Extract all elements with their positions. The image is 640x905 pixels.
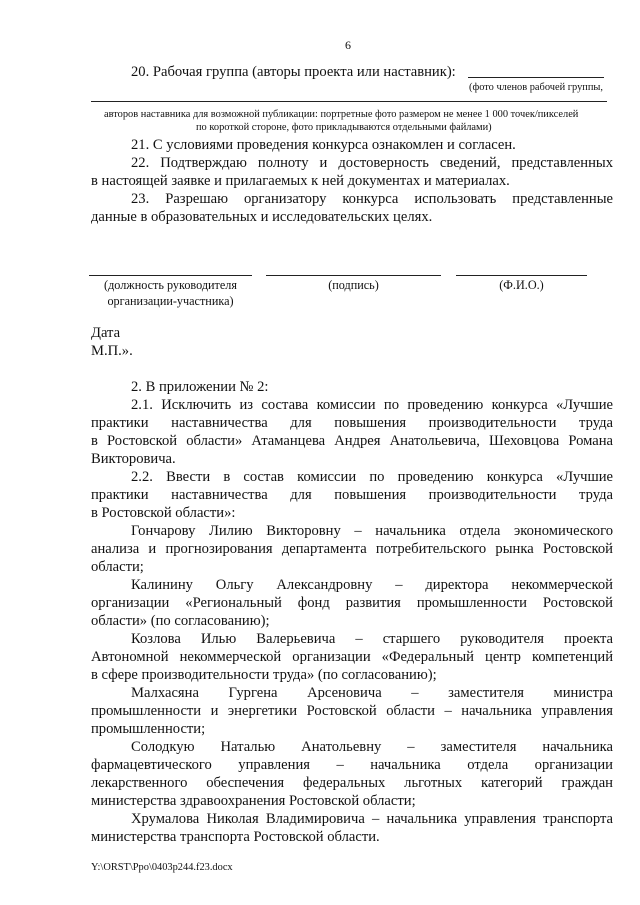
fio-caption: (Ф.И.О.) — [499, 278, 544, 292]
sign-caption: (подпись) — [328, 278, 379, 292]
member-4-line-2: промышленности и энергетики Ростовской области – начальника управления — [91, 703, 613, 719]
item-23-line-1: 23. Разрешаю организатору конкурса использовать представленные — [131, 191, 613, 207]
appendix-heading: 2. В приложении № 2: — [131, 379, 269, 395]
p21-line-1: 2.1. Исключить из состава комиссии по проведению конкурса «Лучшие — [131, 397, 613, 413]
item-20-note-2: авторов наставника для возможной публикации: портретные фото размером не менее 1 000 точек/пикселей — [104, 109, 579, 120]
member-6-line-1: Хрумалова Николая Владимировича – начальника управления транспорта — [131, 811, 613, 827]
item-20-label: 20. Рабочая группа (авторы проекта или наставник): — [131, 64, 456, 80]
member-2-line-2: организации «Региональный фонд развития промышленности Ростовской — [91, 595, 613, 611]
member-2-line-1: Калинину Ольгу Александровну – директора некоммерческой — [131, 577, 613, 593]
member-3-line-1: Козлова Илью Валерьевича – старшего руководителя проекта — [131, 631, 613, 647]
item-20-fill-line-2 — [91, 101, 607, 102]
p22-line-1: 2.2. Ввести в состав комиссии по проведению конкурса «Лучшие — [131, 469, 613, 485]
member-6-line-2: министерства транспорта Ростовской области. — [91, 829, 380, 845]
page-number: 6 — [345, 38, 351, 52]
file-path-footer: Y:\ORST\Ppo\0403p244.f23.docx — [91, 862, 233, 873]
item-20-note-1: (фото членов рабочей группы, — [469, 82, 603, 93]
member-5-line-3: лекарственного обеспечения федеральных льготных категорий граждан — [91, 775, 613, 791]
member-1-line-1: Гончарову Лилию Викторовну – начальника отдела экономического — [131, 523, 613, 539]
item-20-note-3: по короткой стороне, фото прикладываются отдельными файлами) — [196, 122, 492, 133]
member-1-line-3: области; — [91, 559, 144, 575]
member-5-line-2: фармацевтического управления – начальника отдела организации — [91, 757, 613, 773]
item-22-line-2: в настоящей заявке и прилагаемых к ней документах и материалах. — [91, 173, 510, 189]
item-22-line-1: 22. Подтверждаю полноту и достоверность сведений, представленных — [131, 155, 613, 171]
p21-line-3: в Ростовской области» Атаманцева Андрея Анатольевича, Шеховцова Романа — [91, 433, 613, 449]
sign-signature-line — [266, 275, 441, 276]
p22-line-3: в Ростовской области»: — [91, 505, 236, 521]
item-21: 21. С условиями проведения конкурса ознакомлен и согласен. — [131, 137, 516, 153]
member-4-line-3: промышленности; — [91, 721, 206, 737]
position-caption-line-1: (должность руководителя — [104, 278, 237, 292]
p21-line-4: Викторовича. — [91, 451, 176, 467]
item-23-line-2: данные в образовательных и исследовательских целях. — [91, 209, 433, 225]
member-3-line-2: Автономной некоммерческой организации «Федеральный центр компетенций — [91, 649, 613, 665]
date-label: Дата — [91, 325, 121, 341]
member-3-line-3: в сфере производительности труда» (по согласованию); — [91, 667, 437, 683]
member-5-line-4: министерства здравоохранения Ростовской области; — [91, 793, 416, 809]
position-caption-line-2: организации-участника) — [107, 294, 234, 308]
p22-line-2: практики наставничества для повышения производительности труда — [91, 487, 613, 503]
member-1-line-2: анализа и прогнозирования департамента потребительского рынка Ростовской — [91, 541, 613, 557]
item-20-fill-line — [468, 77, 604, 78]
member-2-line-3: области» (по согласованию); — [91, 613, 270, 629]
seal-label: М.П.». — [91, 343, 133, 359]
member-4-line-1: Малхасяна Гургена Арсеновича – заместителя министра — [131, 685, 613, 701]
fio-signature-line — [456, 275, 587, 276]
p21-line-2: практики наставничества для повышения производительности труда — [91, 415, 613, 431]
member-5-line-1: Солодкую Наталью Анатольевну – заместителя начальника — [131, 739, 613, 755]
position-signature-line — [89, 275, 252, 276]
